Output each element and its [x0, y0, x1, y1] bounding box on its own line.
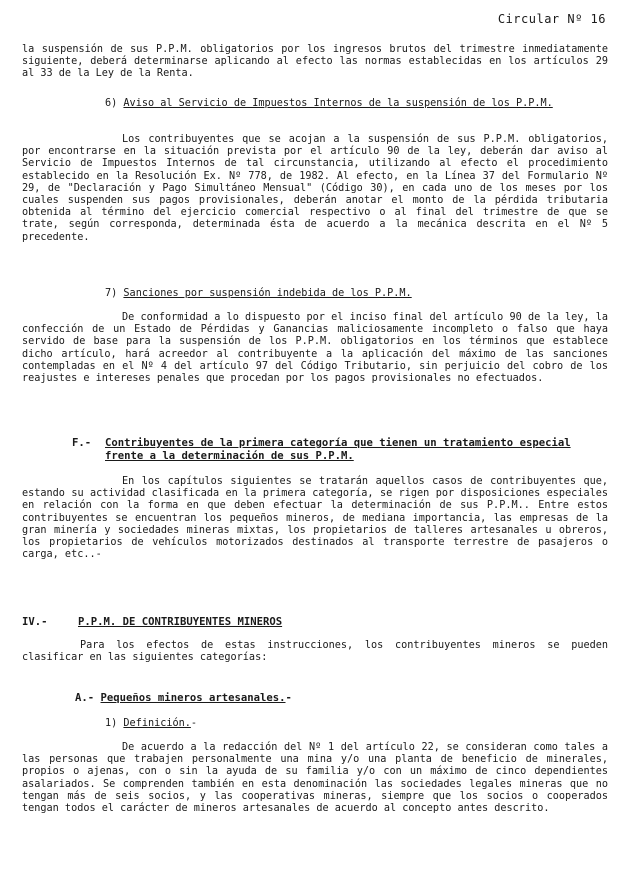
section-7-number: 7) — [105, 288, 118, 299]
section-IV-heading — [22, 616, 282, 628]
section-A-letter: A.- — [75, 692, 95, 704]
section-7-title: Sanciones por suspensión indebida de los P.P.M. — [123, 288, 412, 299]
section-IV-number: IV.- — [22, 616, 48, 628]
section-7-heading — [105, 288, 605, 300]
paragraph-section-F: En los capítulos siguientes se tratarán aquellos casos de contribuyentes que, estando su actividad clasificada en la primera categoría, se rigen por disposiciones especiales en relación con la forma en que deben efectuar la determinación de sus P.P.M.. Entre estos contribuyentes se encuentran los pequeños mineros, de mediana importancia, las empresas de la gran minería y sociedades mineras mixtas, los propietarios de talleres artesanales u obreros, los propietarios de vehículos motorizados destinados al transporte terrestre de pasajeros o carga, etc..- — [22, 476, 608, 561]
section-A-suffix: - — [285, 692, 292, 704]
paragraph-section-6: Los contribuyentes que se acojan a la suspensión de sus P.P.M. obligatorios, por encontrarse en la situación prevista por el artículo 90 de la ley, deberán dar aviso al Servicio de Impuestos Internos de tal circunstancia, utilizando al efecto el procedimiento establecido en la Resolución Ex. Nº 778, de 1982. Al efecto, en la Línea 37 del Formulario Nº 29, de "Declaración y Pago Simultáneo Mensual" (Código 30), en cada uno de los meses por los cuales suspenden sus pagos provisionales, deberán anotar el monto de la pérdida tributaria obtenida al término del ejercicio comercial respectivo o al final del trimestre de que se trate, según corresponda, determinada ésta de acuerdo a la mecánica descrita en el Nº 5 precedente. — [22, 134, 608, 243]
subsection-1-suffix: - — [190, 718, 198, 729]
section-IV-title: P.P.M. DE CONTRIBUYENTES MINEROS — [78, 616, 283, 628]
section-6-heading — [105, 98, 605, 110]
paragraph-subsection-1: De acuerdo a la redacción del Nº 1 del artículo 22, se consideran como tales a las personas que trabajen personalmente una mina y/o una planta de beneficio de minerales, propios o ajenas, con o sin la ayuda de su familia y/o con un máximo de cinco dependientes asalariados. Se comprenden también en esta denominación las sociedades legales mineras que no tengan más de seis socios, y las cooperativas mineras, siempre que los socios o cooperados tengan todos el carácter de mineros artesanales de acuerdo al concepto antes descrito. — [22, 742, 608, 815]
section-F-title: Contribuyentes de la primera categoría que tienen un tratamiento especial frente a la determinación de sus P.P.M. — [105, 437, 571, 462]
subsection-1-number: 1) — [105, 718, 118, 729]
section-F-heading — [72, 437, 610, 463]
paragraph-continuation: la suspensión de sus P.P.M. obligatorios por los ingresos brutos del trimestre inmediatamente siguiente, deberá determinarse aplicando al efecto las normas establecidas en los artículos 29 al 33 de la Ley de la Renta. — [22, 44, 608, 80]
circular-header: Circular Nº 16 — [497, 12, 606, 26]
subsection-1-title: Definición. — [123, 718, 191, 729]
subsection-1-heading — [105, 718, 197, 729]
paragraph-section-7: De conformidad a lo dispuesto por el inciso final del artículo 90 de la ley, la confección de un Estado de Pérdidas y Ganancias maliciosamente incompleto o falso que haya servido de base para la suspensión de los P.P.M. obligatorios en los términos que establece dicho artículo, hará acreedor al contribuyente a la aplicación del máximo de las sanciones contempladas en el Nº 4 del artículo 97 del Código Tributario, sin perjuicio del cobro de los reajustes e intereses penales que procedan por los pagos provisionales no efectuados. — [22, 312, 608, 385]
section-6-number: 6) — [105, 98, 118, 109]
section-6-title: Aviso al Servicio de Impuestos Internos de la suspensión de los P.P.M. — [123, 98, 553, 109]
paragraph-section-IV: Para los efectos de estas instrucciones, los contribuyentes mineros se pueden clasificar en las siguientes categorías: — [22, 640, 608, 664]
section-A-heading — [75, 692, 292, 704]
section-F-letter: F.- — [72, 437, 92, 449]
section-A-title: Pequeños mineros artesanales. — [100, 692, 286, 704]
